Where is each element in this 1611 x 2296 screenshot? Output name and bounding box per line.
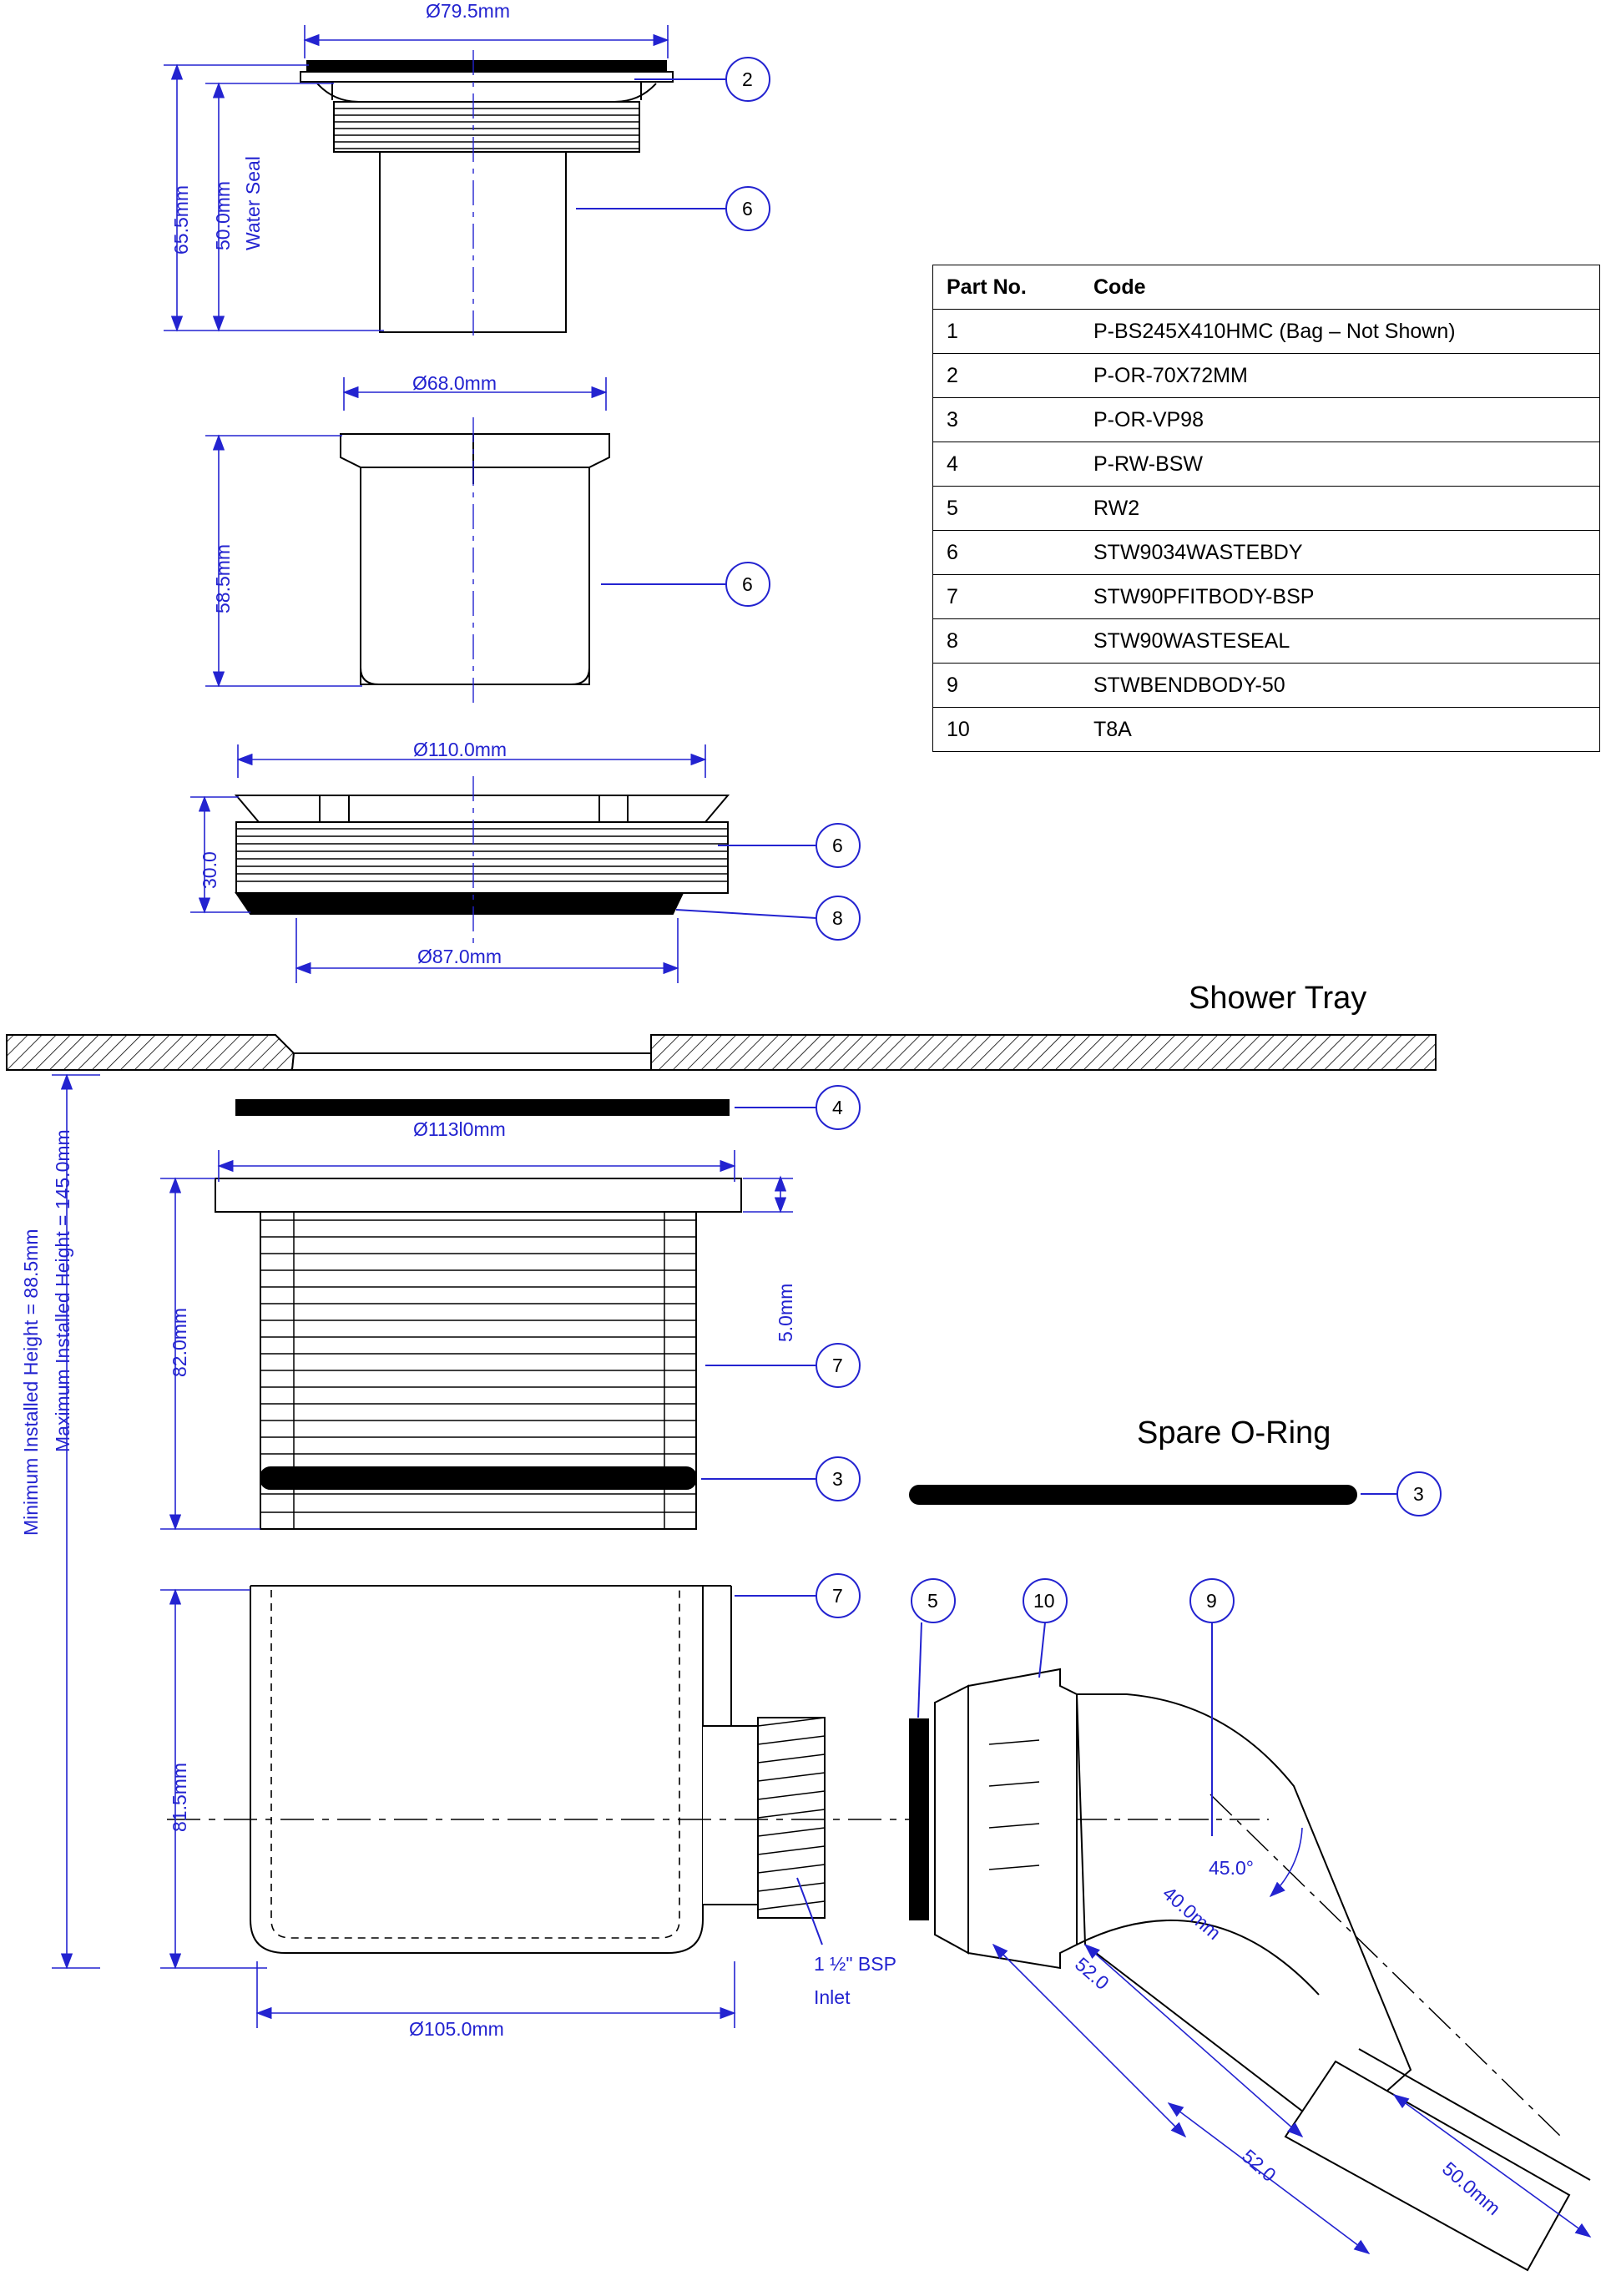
cell-code: P-BS245X410HMC (Bag – Not Shown) <box>1080 310 1600 354</box>
max-installed-height: Maximum Installed Height = 145.0mm <box>52 1129 73 1452</box>
cell-part-no: 6 <box>933 531 1081 575</box>
dim-h30-0: 30.0 <box>199 851 220 889</box>
dim-d105-0: Ø105.0mm <box>409 2018 504 2040</box>
cell-part-no: 9 <box>933 664 1081 708</box>
dim-d113-0: Ø113l0mm <box>413 1118 506 1140</box>
cell-part-no: 8 <box>933 619 1081 664</box>
balloon-3b: 3 <box>1413 1483 1424 1505</box>
shower-tray-title: Shower Tray <box>1189 981 1367 1016</box>
dim-h65-5: 65.5mm <box>170 184 192 255</box>
min-installed-height: Minimum Installed Height = 88.5mm <box>20 1229 42 1536</box>
table-row <box>933 619 1600 664</box>
cell-part-no: 3 <box>933 398 1081 442</box>
cell-part-no: 1 <box>933 310 1081 354</box>
balloon-8: 8 <box>832 907 843 929</box>
table-row <box>933 442 1600 487</box>
cell-code: STWBENDBODY-50 <box>1080 664 1600 708</box>
dim-h58-5: 58.5mm <box>212 543 234 613</box>
cell-part-no: 10 <box>947 717 970 741</box>
dim-d87-0: Ø87.0mm <box>417 946 502 967</box>
dim-d110-0: Ø110.0mm <box>413 739 508 760</box>
cell-code: P-RW-BSW <box>1080 442 1600 487</box>
header-code: Code <box>1080 265 1600 310</box>
parts-table <box>932 265 1600 752</box>
inlet-label-line2: Inlet <box>814 1986 851 2008</box>
cell-code: P-OR-VP98 <box>1080 398 1600 442</box>
table-row <box>933 708 1600 752</box>
dim-water-seal: Water Seal <box>242 156 264 250</box>
balloon-4: 4 <box>832 1097 843 1118</box>
dim-52-a: 52.0 <box>1070 1953 1114 1994</box>
cell-code: STW90WASTESEAL <box>1080 619 1600 664</box>
dim-d68-0: Ø68.0mm <box>412 372 497 394</box>
table-row <box>933 354 1600 398</box>
cell-code: STW9034WASTEBDY <box>1080 531 1600 575</box>
cell-part-no: 7 <box>933 575 1081 619</box>
balloon-6b: 6 <box>742 573 753 595</box>
balloon-2: 2 <box>742 68 753 90</box>
header-part-no: Part No. <box>933 265 1081 310</box>
table-row <box>933 310 1600 354</box>
dim-52-b: 52.0 <box>1237 2145 1280 2186</box>
dim-h82-0: 82.0mm <box>169 1307 190 1377</box>
dim-40-0: 40.0mm <box>1158 1882 1225 1945</box>
cell-part-no: 5 <box>933 487 1081 531</box>
dim-h50-0: 50.0mm <box>212 180 234 250</box>
balloon-3a: 3 <box>832 1468 843 1490</box>
dim-angle-45: 45.0° <box>1209 1857 1254 1879</box>
dim-d79-5: Ø79.5mm <box>426 0 510 22</box>
table-row <box>933 664 1600 708</box>
cell-part-no: 4 <box>933 442 1081 487</box>
table-row <box>933 575 1600 619</box>
table-row <box>933 531 1600 575</box>
dim-50-0: 50.0mm <box>1437 2157 1505 2220</box>
inlet-label-line1: 1 ½" BSP <box>814 1953 896 1975</box>
balloon-7a: 7 <box>832 1355 843 1376</box>
dim-h5-0: 5.0mm <box>775 1283 796 1342</box>
cell-code: T8A <box>1093 717 1132 741</box>
balloon-10: 10 <box>1033 1590 1055 1612</box>
balloon-6a: 6 <box>742 198 753 220</box>
balloon-9: 9 <box>1206 1590 1217 1612</box>
table-row <box>933 487 1600 531</box>
table-row <box>933 398 1600 442</box>
balloon-5: 5 <box>927 1590 938 1612</box>
balloon-7b: 7 <box>832 1585 843 1607</box>
cell-code: RW2 <box>1080 487 1600 531</box>
dim-h81-5: 81.5mm <box>169 1762 190 1832</box>
balloon-6c: 6 <box>832 835 843 856</box>
cell-code: P-OR-70X72MM <box>1080 354 1600 398</box>
spare-oring-title: Spare O-Ring <box>1137 1415 1331 1451</box>
cell-code: STW90PFITBODY-BSP <box>1080 575 1600 619</box>
table-header-row <box>933 265 1600 310</box>
cell-part-no: 2 <box>933 354 1081 398</box>
